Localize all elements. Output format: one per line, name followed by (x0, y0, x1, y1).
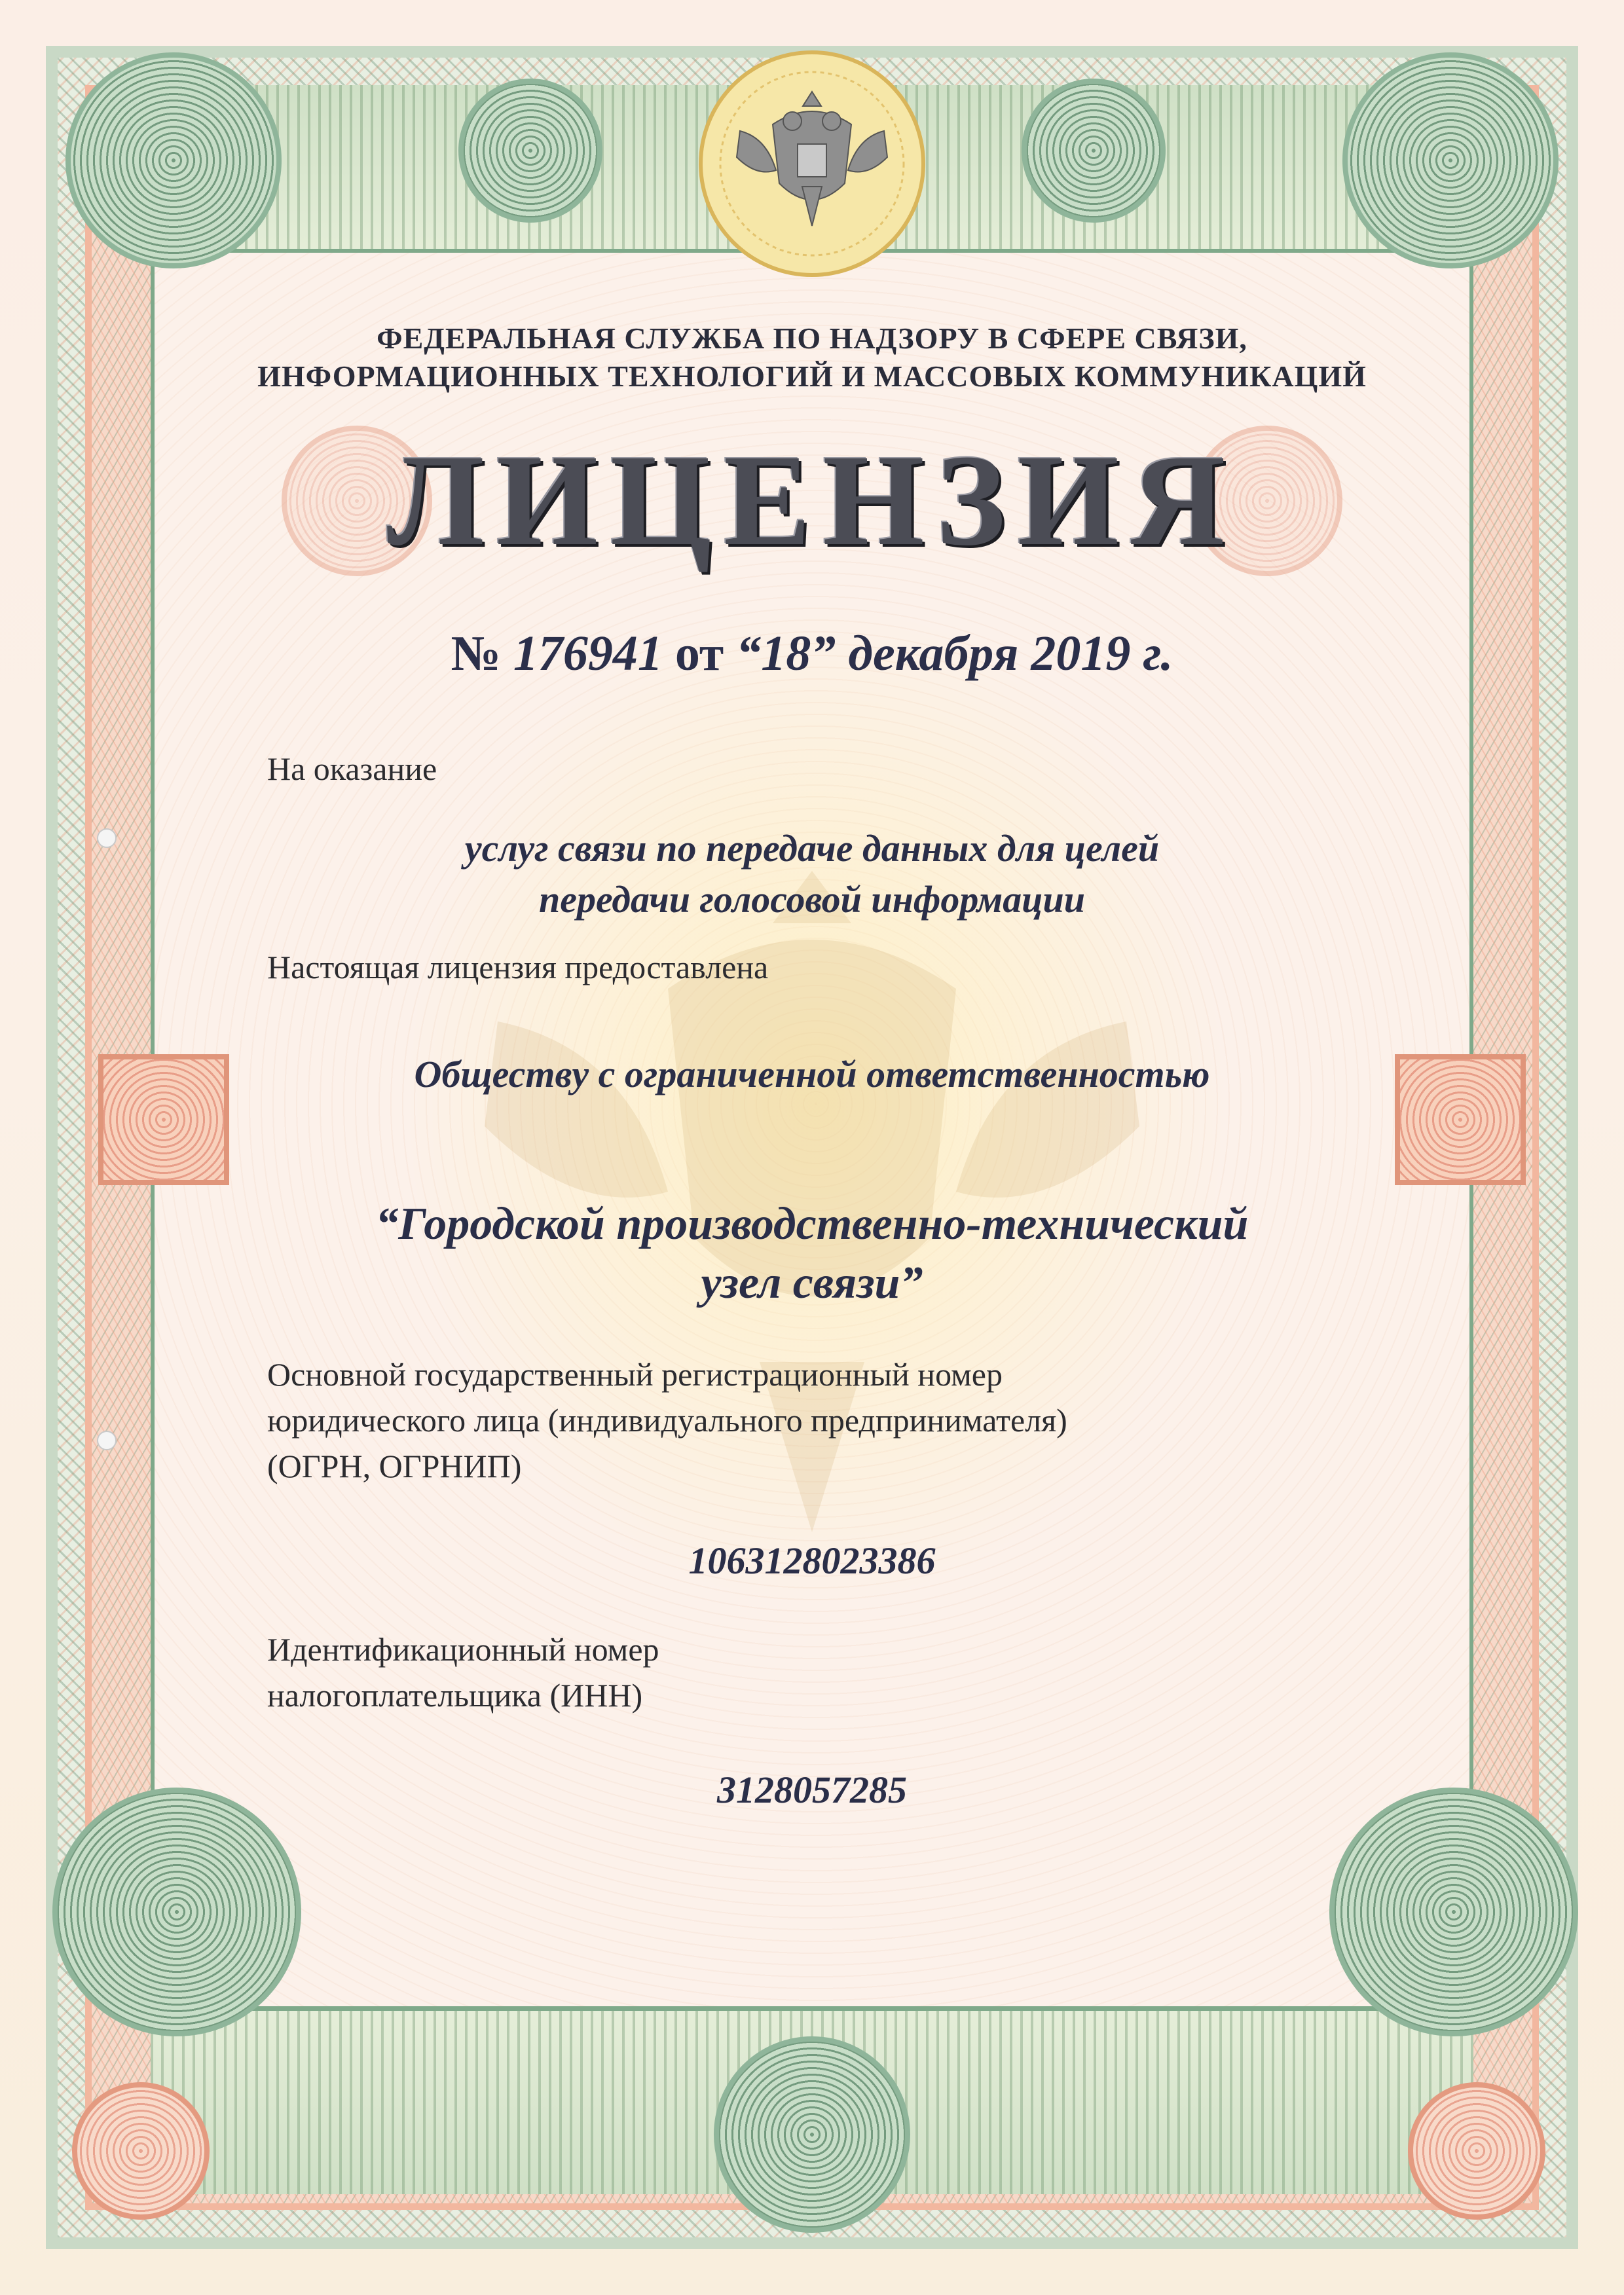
agency-name-line1: ФЕДЕРАЛЬНАЯ СЛУЖБА ПО НАДЗОРУ В СФЕРЕ СВЯЗИ, (377, 321, 1247, 355)
from-word: от (674, 626, 724, 681)
ogrn-label-line1: Основной государственный регистрационный номер (267, 1356, 1003, 1393)
rosette-top-left (65, 52, 282, 268)
agency-name-line2: ИНФОРМАЦИОННЫХ ТЕХНОЛОГИЙ И МАССОВЫХ КОММУНИКАЦИЙ (257, 359, 1367, 393)
grantee-name-line1: “Городской производственно-технический (375, 1199, 1249, 1249)
ogrn-label-line3: (ОГРН, ОГРНИП) (267, 1448, 522, 1484)
rosette-bottom-center (714, 2036, 910, 2233)
service-label: На оказание (267, 750, 437, 787)
number-sign: № (451, 626, 501, 681)
rosette-top-center-right (1022, 79, 1166, 223)
rosette-bottom-left (52, 1788, 301, 2036)
rosette-top-right (1342, 52, 1559, 268)
grantee-label: Настоящая лицензия предоставлена (267, 949, 769, 985)
inn-label-line2: налогоплательщика (ИНН) (267, 1677, 643, 1714)
service-line1: услуг связи по передаче данных для целей (464, 827, 1160, 870)
rosette-bottom-right-small (1408, 2082, 1545, 2220)
service-line2: передачи голосовой информации (538, 878, 1086, 921)
license-number-line (0, 625, 1624, 682)
punch-hole-bottom (97, 1431, 117, 1450)
inn-label-line1: Идентификационный номер (267, 1631, 659, 1668)
grantee-form: Обществу с ограниченной ответственностью (414, 1053, 1210, 1095)
license-date: “18” декабря 2019 г. (736, 626, 1173, 681)
rosette-bottom-left-small (72, 2082, 210, 2220)
grantee-name-line2: узел связи” (701, 1258, 923, 1308)
document-title: ЛИЦЕНЗИЯ (386, 428, 1238, 573)
coat-of-arms-emblem (694, 46, 930, 282)
ogrn-label-line2: юридического лица (индивидуального предпринимателя) (267, 1402, 1067, 1439)
rosette-bottom-right (1329, 1788, 1578, 2036)
rosette-top-center-left (458, 79, 602, 223)
ogrn-value: 1063128023386 (688, 1539, 936, 1582)
license-number: 176941 (513, 626, 663, 681)
inn-value: 3128057285 (717, 1769, 907, 1811)
